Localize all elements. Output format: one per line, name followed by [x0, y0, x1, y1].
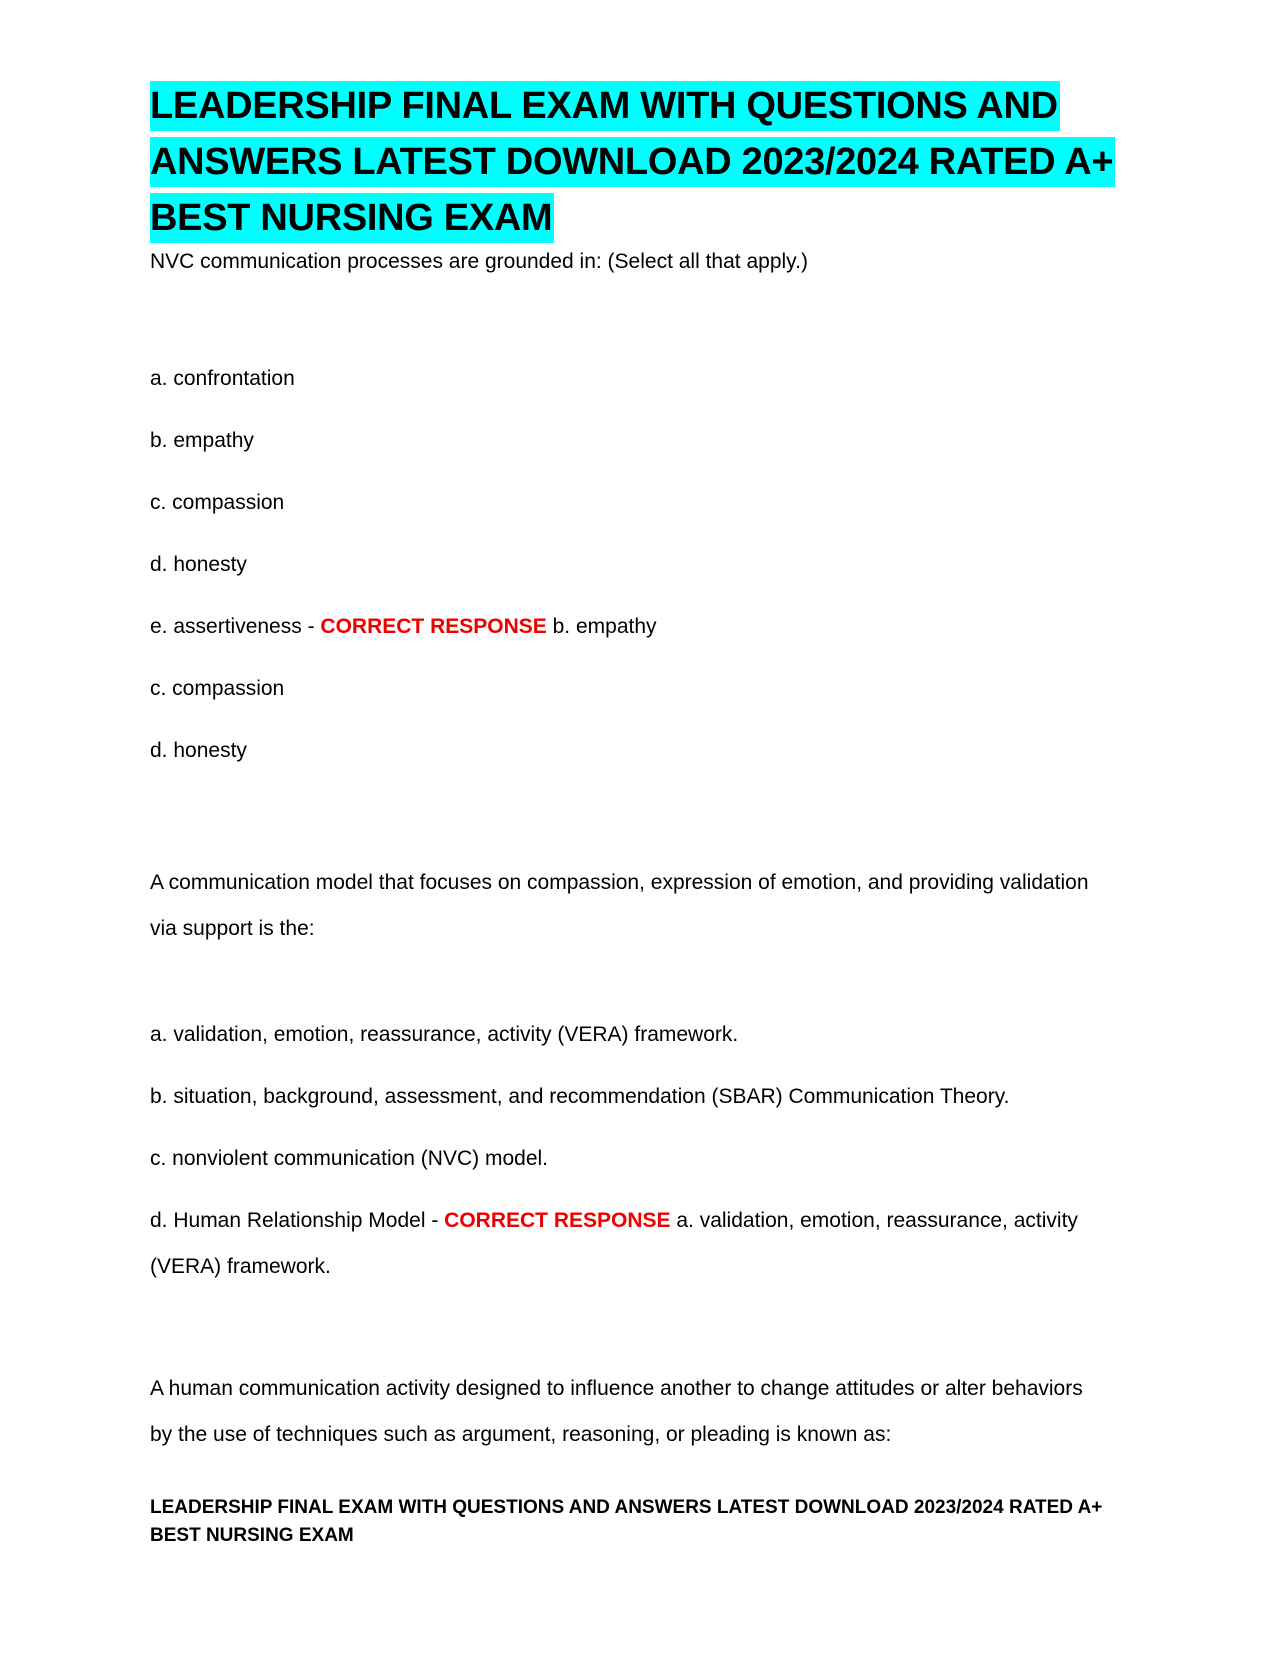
question-2-option-a: a. validation, emotion, reassurance, activity (VERA) framework.: [150, 1023, 739, 1046]
question-2-correct-label: CORRECT RESPONSE: [444, 1209, 671, 1232]
question-1-option-a: a. confrontation: [150, 367, 295, 390]
question-1-option-b: b. empathy: [150, 429, 254, 452]
question-1-text: NVC communication processes are grounded in: (Select all that apply.): [150, 250, 808, 273]
question-2-text: A communication model that focuses on compassion, expression of emotion, and providing validation via support is the:: [150, 871, 1089, 940]
question-1-option-d: d. honesty: [150, 553, 247, 576]
question-1-answer-continuation-d: d. honesty: [150, 739, 247, 762]
page-footer: LEADERSHIP FINAL EXAM WITH QUESTIONS AND ANSWERS LATEST DOWNLOAD 2023/2024 RATED A+ BEST NURSING EXAM: [150, 1497, 1103, 1546]
question-2-option-c: c. nonviolent communication (NVC) model.: [150, 1147, 548, 1170]
question-1-correct-label: CORRECT RESPONSE: [320, 615, 547, 638]
question-1-answer-line: [150, 612, 1130, 642]
question-1-answer-prefix: e. assertiveness -: [150, 615, 321, 638]
question-1-answer-continuation-c: c. compassion: [150, 677, 285, 700]
question-2-answer-line: [150, 1198, 1110, 1290]
question-3-text: A human communication activity designed to influence another to change attitudes or alter behaviors by the use of techniques such as argument, reasoning, or pleading is known as:: [150, 1377, 1083, 1446]
question-2-answer-prefix: d. Human Relationship Model -: [150, 1209, 445, 1232]
question-2-option-b: b. situation, background, assessment, and recommendation (SBAR) Communication Theory.: [150, 1085, 1010, 1108]
document-title-text: LEADERSHIP FINAL EXAM WITH QUESTIONS AND ANSWERS LATEST DOWNLOAD 2023/2024 RATED A+ BEST NURSING EXAM: [150, 81, 1115, 243]
document-title: [150, 78, 1130, 246]
question-1-option-c: c. compassion: [150, 491, 285, 514]
question-1-answer-suffix: b. empathy: [546, 615, 657, 638]
question-2-answer-suffix: a. validation, emotion, reassurance, activity (VERA) framework.: [150, 1209, 1078, 1278]
document-page: [150, 78, 1130, 1458]
